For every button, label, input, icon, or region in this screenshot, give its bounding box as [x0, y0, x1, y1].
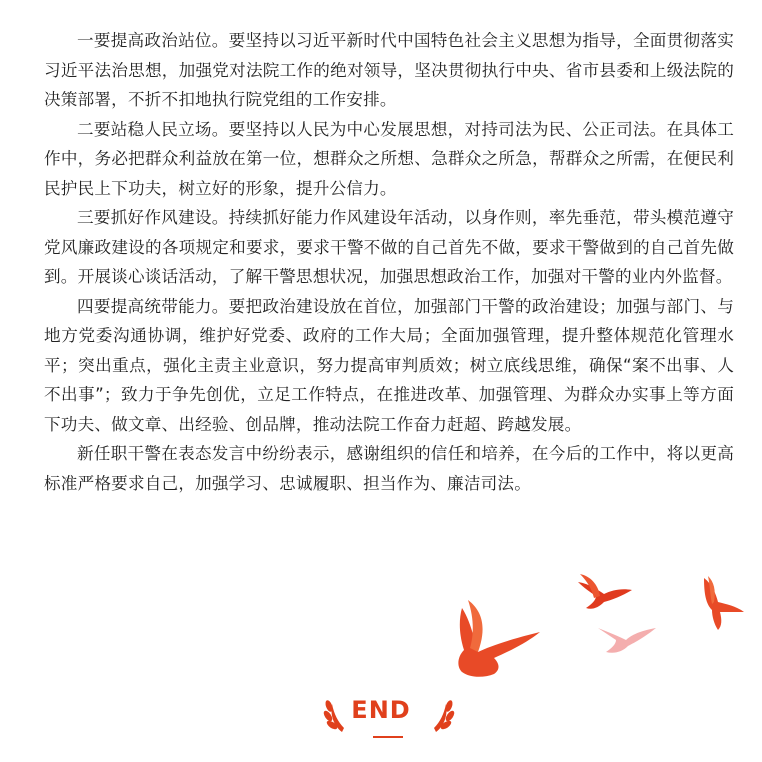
article-paragraph: 一要提高政治站位。要坚持以习近平新时代中国特色社会主义思想为指导，全面贯彻落实习近平法治思想，加强党对法院工作的绝对领导，坚决贯彻执行中央、省市县委和上级法院的决策部署，不折不扣地执行院党组的工作安排。 [44, 31, 734, 109]
article-paragraph: 四要提高统带能力。要把政治建设放在首位，加强部门干警的政治建设；加强与部门、与地方党委沟通协调，维护好党委、政府的工作大局；全面加强管理，提升整体规范化管理水平；突出重点，强化主责主业意识，努力提高审判质效；树立底线思维，确保“案不出事、人不出事”；致力于争先创优，立足工作特点，在推进改革、加强管理、为群众办实事上等方面下功夫、做文章、出经验、创品牌，推动法院工作奋力赶超、跨越发展。 [44, 296, 734, 434]
article-paragraph: 三要抓好作风建设。持续抓好能力作风建设年活动，以身作则，率先垂范，带头模范遵守党风廉政建设的各项规定和要求，要求干警不做的自己首先不做，要求干警做到的自己首先做到。开展谈心谈话活动，了解干警思想状况，加强思想政治工作，加强对干警的业内外监督。 [44, 208, 734, 286]
end-footer [0, 690, 762, 740]
dove-icon [458, 600, 540, 677]
article-body [44, 26, 734, 498]
end-underline [373, 736, 403, 738]
article-paragraph: 新任职干警在表态发言中纷纷表示，感谢组织的信任和培养，在今后的工作中，将以更高标准严格要求自己，加强学习、忠诚履职、担当作为、廉洁司法。 [44, 444, 734, 493]
dove-icon [578, 574, 632, 609]
article-paragraph: 二要站稳人民立场。要坚持以人民为中心发展思想，对持司法为民、公正司法。在具体工作中，务必把群众利益放在第一位，想群众之所想、急群众之所急，帮群众之所需，在便民利民护民上下功夫，树立好的形象，提升公信力。 [44, 119, 734, 198]
end-label: END [351, 696, 411, 724]
dove-icon [704, 576, 744, 630]
dove-icon [598, 628, 656, 653]
laurel-right-icon [430, 694, 456, 734]
laurel-left-icon [322, 694, 348, 734]
